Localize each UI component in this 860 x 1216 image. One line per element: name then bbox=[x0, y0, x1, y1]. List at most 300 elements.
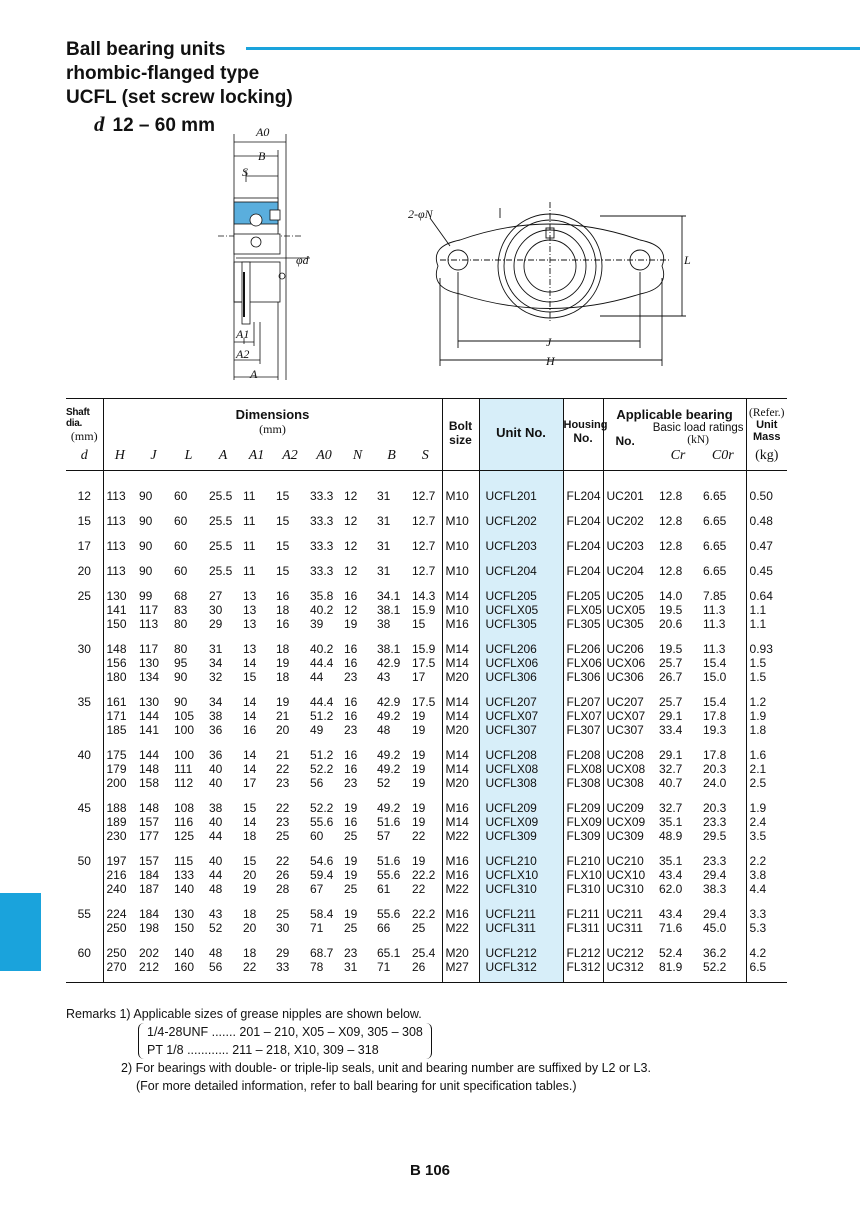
cell-housing: FL209 bbox=[563, 790, 603, 815]
cell-l: 130 bbox=[174, 907, 195, 921]
remarks bbox=[66, 1005, 651, 1095]
cell-n: 16 bbox=[344, 589, 358, 603]
cell-a: 40 bbox=[209, 762, 223, 776]
cell-bolt: M10 bbox=[442, 553, 479, 578]
label-phid: φd bbox=[296, 253, 309, 267]
table-row bbox=[66, 790, 787, 815]
section-tab bbox=[0, 893, 41, 971]
cell-n: 25 bbox=[344, 882, 358, 896]
cell-mass: 1.9 bbox=[746, 790, 787, 815]
cell-b: 31 bbox=[377, 489, 391, 503]
nipple-size-1: 1/4-28UNF ....... 201 – 210, X05 – X09, 305 – 308 bbox=[147, 1025, 423, 1039]
cell-mass: 1.1 bbox=[746, 603, 787, 617]
cell-s: 22.2 bbox=[412, 868, 436, 882]
label-b: B bbox=[258, 149, 266, 163]
cell-c0r: 29.5 bbox=[703, 829, 727, 843]
cell-h: 161 bbox=[103, 684, 136, 709]
cell-n: 16 bbox=[344, 656, 358, 670]
cell-unit: UCFLX08 bbox=[479, 762, 563, 776]
cell-bolt: M14 bbox=[442, 656, 479, 670]
cell-brg: UC206 bbox=[603, 631, 656, 656]
table-row bbox=[66, 503, 787, 528]
cell-n: 23 bbox=[344, 946, 358, 960]
cell-a1: 11 bbox=[243, 539, 256, 553]
cell-h: 113 bbox=[103, 528, 136, 553]
table-body bbox=[66, 471, 787, 983]
cell-bolt: M27 bbox=[442, 960, 479, 983]
title-line-2: rhombic-flanged type bbox=[66, 63, 260, 84]
cell-l: 160 bbox=[171, 960, 206, 983]
cell-brg: UC209 bbox=[603, 790, 656, 815]
cell-a0: 35.8 bbox=[310, 589, 334, 603]
cell-housing: FLX10 bbox=[563, 868, 603, 882]
cell-mass: 4.2 bbox=[746, 935, 787, 960]
cell-a2: 22 bbox=[276, 762, 290, 776]
cell-n: 19 bbox=[344, 907, 358, 921]
cell-l: 140 bbox=[174, 882, 195, 896]
cell-cr: 48.9 bbox=[659, 829, 683, 843]
cell-l: 60 bbox=[174, 489, 188, 503]
housing-header: Housing No. bbox=[563, 399, 603, 449]
cell-a0: 49 bbox=[310, 723, 324, 737]
cell-brg: UC312 bbox=[603, 960, 656, 983]
cell-a: 34 bbox=[209, 656, 223, 670]
cell-s: 19 bbox=[412, 709, 426, 723]
cell-a0: 67 bbox=[310, 882, 324, 896]
cell-a: 40 bbox=[209, 815, 223, 829]
cell-a2: 19 bbox=[276, 695, 290, 709]
cell-a: 44 bbox=[209, 868, 223, 882]
cell-mass: 2.5 bbox=[746, 776, 787, 790]
cell-s: 19 bbox=[412, 854, 426, 868]
cell-a0: 52.2 bbox=[310, 762, 334, 776]
cell-unit: UCFL310 bbox=[479, 882, 563, 896]
label-l: L bbox=[684, 253, 691, 267]
cell-j: 141 bbox=[139, 723, 160, 737]
cell-j: 90 bbox=[139, 539, 153, 553]
cell-housing: FLX09 bbox=[563, 815, 603, 829]
cell-a0: 68.7 bbox=[310, 946, 334, 960]
cell-c0r: 6.65 bbox=[703, 539, 727, 553]
cell-housing: FL312 bbox=[563, 960, 603, 983]
cell-cr: 25.7 bbox=[659, 695, 683, 709]
cell-n: 12 bbox=[344, 603, 358, 617]
cell-brg: UC307 bbox=[603, 723, 656, 737]
cell-cr: 19.5 bbox=[659, 603, 683, 617]
table-row bbox=[66, 471, 787, 504]
table-row bbox=[66, 684, 787, 709]
cell-l: 100 bbox=[174, 748, 195, 762]
cell-l: 150 bbox=[174, 921, 195, 935]
cell-h: 185 bbox=[103, 723, 136, 737]
cell-bolt: M16 bbox=[442, 790, 479, 815]
cell-h: 250 bbox=[103, 935, 136, 960]
cell-j: 148 bbox=[139, 762, 160, 776]
table-row bbox=[66, 776, 787, 790]
cell-mass: 0.64 bbox=[746, 578, 787, 603]
cell-h: 130 bbox=[103, 578, 136, 603]
cell-mass: 1.1 bbox=[746, 617, 787, 631]
cell-j: 212 bbox=[136, 960, 171, 983]
cell-a0: 33.3 bbox=[310, 489, 334, 503]
cell-a: 56 bbox=[206, 960, 240, 983]
cell-brg: UC203 bbox=[603, 528, 656, 553]
cell-mass: 0.93 bbox=[746, 631, 787, 656]
cell-brg: UC308 bbox=[603, 776, 656, 790]
cell-mass: 0.50 bbox=[746, 471, 787, 504]
cell-j: 157 bbox=[139, 815, 160, 829]
cell-s: 19 bbox=[412, 801, 426, 815]
cell-a2: 20 bbox=[276, 723, 290, 737]
cell-n: 16 bbox=[344, 815, 358, 829]
cell-s: 17.5 bbox=[412, 656, 436, 670]
cell-a: 38 bbox=[209, 801, 223, 815]
cell-a: 25.5 bbox=[209, 489, 233, 503]
table-row bbox=[66, 603, 787, 617]
cell-d bbox=[66, 656, 103, 670]
cell-n: 19 bbox=[344, 801, 358, 815]
cell-housing: FL308 bbox=[563, 776, 603, 790]
cell-bolt: M10 bbox=[442, 603, 479, 617]
cell-b: 71 bbox=[374, 960, 409, 983]
cell-mass: 1.2 bbox=[746, 684, 787, 709]
table-row bbox=[66, 670, 787, 684]
cell-housing: FL305 bbox=[563, 617, 603, 631]
label-j: J bbox=[546, 335, 552, 349]
table-row bbox=[66, 896, 787, 921]
cell-h: 113 bbox=[103, 471, 136, 504]
cell-bolt: M22 bbox=[442, 882, 479, 896]
cell-cr: 33.4 bbox=[659, 723, 683, 737]
cell-cr: 12.8 bbox=[659, 489, 683, 503]
cell-bolt: M14 bbox=[442, 737, 479, 762]
cell-a2: 33 bbox=[273, 960, 307, 983]
cell-l: 105 bbox=[174, 709, 195, 723]
cell-j: 158 bbox=[139, 776, 160, 790]
cell-c0r: 23.3 bbox=[703, 854, 727, 868]
table-row bbox=[66, 921, 787, 935]
cell-a1: 13 bbox=[243, 642, 257, 656]
cell-unit: UCFL311 bbox=[479, 921, 563, 935]
cell-brg: UCX10 bbox=[603, 868, 656, 882]
cell-a: 40 bbox=[209, 854, 223, 868]
cell-j: 187 bbox=[139, 882, 160, 896]
bore-symbol: d bbox=[94, 112, 105, 136]
cell-c0r: 17.8 bbox=[703, 709, 727, 723]
cell-unit: UCFL206 bbox=[479, 631, 563, 656]
cell-j: 90 bbox=[139, 514, 153, 528]
cell-j: 90 bbox=[139, 489, 153, 503]
cell-cr: 32.7 bbox=[659, 762, 683, 776]
cell-bolt: M20 bbox=[442, 776, 479, 790]
cell-s: 25 bbox=[412, 921, 426, 935]
cell-a1: 11 bbox=[243, 489, 256, 503]
cell-l: 80 bbox=[174, 617, 188, 631]
title-line-3: UCFL (set screw locking) bbox=[66, 87, 293, 108]
cell-unit: UCFL207 bbox=[479, 684, 563, 709]
cell-unit: UCFL205 bbox=[479, 578, 563, 603]
cell-housing: FL208 bbox=[563, 737, 603, 762]
cell-a2: 16 bbox=[276, 617, 290, 631]
cell-a: 38 bbox=[209, 709, 223, 723]
cell-n: 12 bbox=[344, 489, 358, 503]
cell-h: 175 bbox=[103, 737, 136, 762]
cell-n: 16 bbox=[344, 695, 358, 709]
cell-cr: 81.9 bbox=[656, 960, 700, 983]
cell-h: 171 bbox=[103, 709, 136, 723]
cell-n: 25 bbox=[344, 921, 358, 935]
cell-a2: 30 bbox=[276, 921, 290, 935]
cell-b: 66 bbox=[377, 921, 391, 935]
cell-l: 90 bbox=[174, 695, 188, 709]
cell-h: 141 bbox=[103, 603, 136, 617]
cell-d bbox=[66, 603, 103, 617]
cell-unit: UCFL210 bbox=[479, 843, 563, 868]
cell-s: 19 bbox=[412, 815, 426, 829]
cell-a: 43 bbox=[209, 907, 223, 921]
cell-mass: 2.2 bbox=[746, 843, 787, 868]
cell-b: 51.6 bbox=[377, 854, 401, 868]
cell-j: 113 bbox=[139, 617, 159, 631]
cell-l: 140 bbox=[174, 946, 195, 960]
cell-s: 12.7 bbox=[412, 514, 436, 528]
cell-a: 25.5 bbox=[209, 514, 233, 528]
cell-b: 42.9 bbox=[377, 695, 401, 709]
cell-b: 38 bbox=[377, 617, 391, 631]
cell-j: 157 bbox=[139, 854, 160, 868]
cell-d: 55 bbox=[77, 907, 91, 921]
cell-brg: UC310 bbox=[603, 882, 656, 896]
cell-brg: UC208 bbox=[603, 737, 656, 762]
cell-unit: UCFL211 bbox=[479, 896, 563, 921]
cell-n: 19 bbox=[344, 617, 358, 631]
cell-a2: 28 bbox=[276, 882, 290, 896]
cell-unit: UCFLX10 bbox=[479, 868, 563, 882]
cell-a1: 15 bbox=[243, 670, 257, 684]
cell-n: 12 bbox=[344, 564, 358, 578]
cell-a: 52 bbox=[209, 921, 223, 935]
cell-a1: 14 bbox=[243, 656, 257, 670]
cell-b: 38.1 bbox=[377, 642, 401, 656]
cell-a0: 51.2 bbox=[310, 748, 334, 762]
remark-2: 2) For bearings with double- or triple-lip seals, unit and bearing number are suffixed by L2 or L3. bbox=[121, 1061, 651, 1075]
nipple-size-2: PT 1/8 ............ 211 – 218, X10, 309 – 318 bbox=[147, 1043, 379, 1057]
cell-n: 16 bbox=[344, 642, 358, 656]
cell-bolt: M20 bbox=[442, 723, 479, 737]
cell-j: 134 bbox=[139, 670, 160, 684]
cell-a0: 44.4 bbox=[310, 656, 334, 670]
cell-j: 117 bbox=[139, 603, 159, 617]
cell-brg: UC212 bbox=[603, 935, 656, 960]
cell-mass: 3.3 bbox=[746, 896, 787, 921]
cell-d bbox=[66, 762, 103, 776]
cell-b: 51.6 bbox=[377, 815, 401, 829]
cell-c0r: 20.3 bbox=[703, 801, 727, 815]
cell-a: 36 bbox=[209, 748, 223, 762]
cell-l: 112 bbox=[174, 776, 194, 790]
cell-housing: FL306 bbox=[563, 670, 603, 684]
cell-bolt: M10 bbox=[442, 503, 479, 528]
cell-d: 20 bbox=[77, 564, 91, 578]
cell-a1: 14 bbox=[243, 695, 257, 709]
cell-l: 133 bbox=[174, 868, 195, 882]
cell-cr: 20.6 bbox=[659, 617, 683, 631]
cell-a0: 78 bbox=[307, 960, 341, 983]
cell-mass: 1.6 bbox=[746, 737, 787, 762]
cell-h: 113 bbox=[103, 553, 136, 578]
cell-unit: UCFLX05 bbox=[479, 603, 563, 617]
cell-unit: UCFLX09 bbox=[479, 815, 563, 829]
cell-c0r: 6.65 bbox=[703, 514, 727, 528]
cell-a2: 22 bbox=[276, 801, 290, 815]
cell-a2: 25 bbox=[276, 829, 290, 843]
cell-a2: 15 bbox=[276, 489, 290, 503]
cell-l: 83 bbox=[174, 603, 188, 617]
cell-b: 49.2 bbox=[377, 709, 401, 723]
cell-a2: 15 bbox=[276, 539, 290, 553]
cell-a1: 22 bbox=[240, 960, 273, 983]
cell-n: 19 bbox=[344, 868, 358, 882]
cell-d bbox=[66, 776, 103, 790]
cell-l: 60 bbox=[174, 564, 188, 578]
cell-a0: 60 bbox=[310, 829, 324, 843]
cell-d bbox=[66, 921, 103, 935]
cell-a1: 20 bbox=[243, 868, 257, 882]
cell-c0r: 24.0 bbox=[703, 776, 727, 790]
table-row bbox=[66, 815, 787, 829]
cell-s: 26 bbox=[409, 960, 442, 983]
cell-cr: 26.7 bbox=[659, 670, 683, 684]
cell-s: 19 bbox=[412, 762, 426, 776]
cell-l: 108 bbox=[174, 801, 195, 815]
cell-c0r: 15.0 bbox=[703, 670, 727, 684]
cell-h: 250 bbox=[103, 921, 136, 935]
cell-a2: 15 bbox=[276, 564, 290, 578]
cell-a: 48 bbox=[209, 946, 223, 960]
cell-h: 148 bbox=[103, 631, 136, 656]
cell-c0r: 45.0 bbox=[703, 921, 727, 935]
cell-unit: UCFL305 bbox=[479, 617, 563, 631]
cell-b: 31 bbox=[377, 514, 391, 528]
cell-cr: 40.7 bbox=[659, 776, 683, 790]
cell-s: 25.4 bbox=[412, 946, 436, 960]
cell-mass: 0.45 bbox=[746, 553, 787, 578]
cell-a0: 39 bbox=[310, 617, 324, 631]
cell-b: 34.1 bbox=[377, 589, 401, 603]
cell-a: 25.5 bbox=[209, 564, 233, 578]
cell-cr: 12.8 bbox=[659, 539, 683, 553]
cell-c0r: 6.65 bbox=[703, 564, 727, 578]
bore-range-value: 12 – 60 mm bbox=[112, 115, 215, 136]
cell-b: 52 bbox=[377, 776, 391, 790]
cell-housing: FL204 bbox=[563, 553, 603, 578]
cell-d: 25 bbox=[77, 589, 91, 603]
cell-a1: 13 bbox=[243, 617, 257, 631]
cell-c0r: 29.4 bbox=[703, 907, 727, 921]
cell-b: 31 bbox=[377, 564, 391, 578]
label-a0: A0 bbox=[256, 125, 270, 139]
cell-h: 270 bbox=[103, 960, 136, 983]
cell-b: 38.1 bbox=[377, 603, 401, 617]
cell-c0r: 15.4 bbox=[703, 695, 727, 709]
cell-cr: 71.6 bbox=[659, 921, 683, 935]
cell-a0: 55.6 bbox=[310, 815, 334, 829]
cell-a1: 14 bbox=[243, 748, 257, 762]
cell-cr: 19.5 bbox=[659, 642, 683, 656]
cell-l: 100 bbox=[174, 723, 195, 737]
cell-brg: UC306 bbox=[603, 670, 656, 684]
cell-a0: 33.3 bbox=[310, 539, 334, 553]
table-row bbox=[66, 631, 787, 656]
cell-a: 25.5 bbox=[209, 539, 233, 553]
cell-j: 144 bbox=[139, 748, 160, 762]
cell-a0: 71 bbox=[310, 921, 324, 935]
cell-unit: UCFL202 bbox=[479, 503, 563, 528]
cell-a1: 11 bbox=[243, 514, 256, 528]
label-n: 2-φN bbox=[408, 207, 433, 221]
cell-a0: 56 bbox=[310, 776, 324, 790]
cell-housing: FL207 bbox=[563, 684, 603, 709]
cell-s: 14.3 bbox=[412, 589, 436, 603]
cell-mass: 6.5 bbox=[746, 960, 787, 983]
cell-a: 27 bbox=[209, 589, 223, 603]
cell-d bbox=[66, 960, 103, 983]
cell-d: 40 bbox=[77, 748, 91, 762]
cell-n: 16 bbox=[344, 748, 358, 762]
cell-h: 180 bbox=[103, 670, 136, 684]
table-row bbox=[66, 843, 787, 868]
applicable-bearing-header: Applicable bearing No. Basic load ratings (kN) bbox=[603, 399, 746, 449]
label-s: S bbox=[242, 165, 248, 179]
cell-brg: UCX06 bbox=[603, 656, 656, 670]
cell-brg: UC305 bbox=[603, 617, 656, 631]
cell-n: 31 bbox=[341, 960, 374, 983]
cell-bolt: M16 bbox=[442, 617, 479, 631]
cell-bolt: M10 bbox=[442, 471, 479, 504]
cell-a0: 33.3 bbox=[310, 564, 334, 578]
cell-j: 117 bbox=[139, 642, 159, 656]
cell-c0r: 52.2 bbox=[700, 960, 746, 983]
cell-s: 15.9 bbox=[412, 603, 436, 617]
cell-unit: UCFL309 bbox=[479, 829, 563, 843]
cell-b: 49.2 bbox=[377, 801, 401, 815]
table-row bbox=[66, 868, 787, 882]
title-line-1: Ball bearing units bbox=[66, 39, 226, 60]
front-view-drawing bbox=[400, 198, 710, 370]
cell-j: 202 bbox=[139, 946, 160, 960]
cell-a0: 59.4 bbox=[310, 868, 334, 882]
cell-brg: UC205 bbox=[603, 578, 656, 603]
cell-b: 48 bbox=[377, 723, 391, 737]
cell-h: 179 bbox=[103, 762, 136, 776]
cell-c0r: 23.3 bbox=[703, 815, 727, 829]
table-row bbox=[66, 935, 787, 960]
mass-header: (Refer.) Unit Mass bbox=[746, 399, 787, 449]
cell-unit: UCFL306 bbox=[479, 670, 563, 684]
cell-a: 32 bbox=[209, 670, 223, 684]
cell-h: 240 bbox=[103, 882, 136, 896]
cell-housing: FL210 bbox=[563, 843, 603, 868]
cell-brg: UCX05 bbox=[603, 603, 656, 617]
cell-brg: UC311 bbox=[603, 921, 656, 935]
cell-h: 189 bbox=[103, 815, 136, 829]
cell-bolt: M20 bbox=[442, 935, 479, 960]
cell-a2: 15 bbox=[276, 514, 290, 528]
cell-s: 15 bbox=[412, 617, 426, 631]
table-row bbox=[66, 762, 787, 776]
cell-cr: 62.0 bbox=[659, 882, 683, 896]
table-header-row bbox=[66, 399, 787, 449]
